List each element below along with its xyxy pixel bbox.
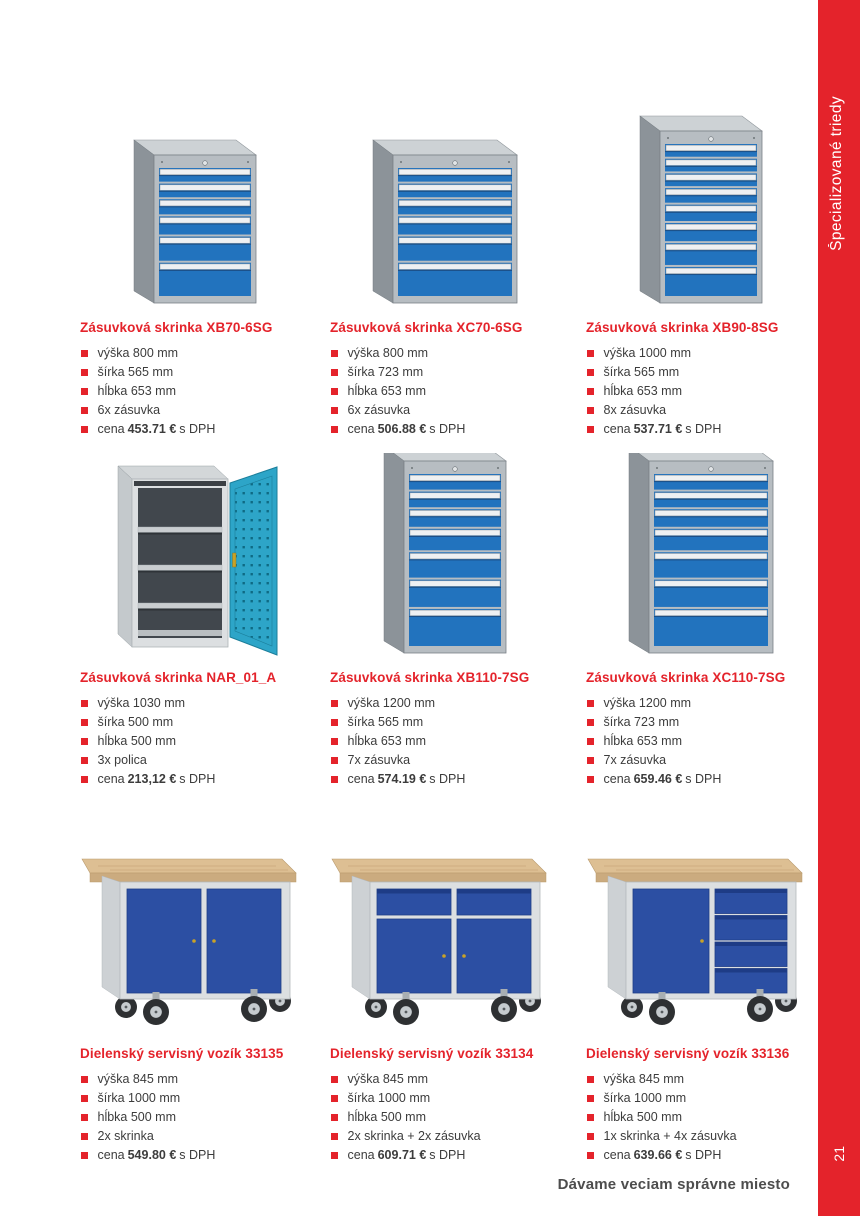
price-label: cena: [603, 1148, 631, 1162]
spec-item: [330, 694, 560, 713]
bullet-square-icon: [587, 350, 594, 357]
bullet-square-icon: [331, 388, 338, 395]
spec-item: [330, 751, 560, 770]
spec-text: hĺbka 653 mm: [603, 734, 683, 748]
spec-text: hĺbka 500 mm: [347, 1110, 427, 1124]
bullet-square-icon: [331, 1133, 338, 1140]
price-text: [604, 420, 722, 439]
spec-text: výška 1200 mm: [347, 696, 436, 710]
product-specs: [80, 694, 310, 789]
bullet-square-icon: [331, 350, 338, 357]
spec-item: [80, 401, 310, 420]
bullet-square-icon: [331, 719, 338, 726]
spec-text: šírka 723 mm: [603, 715, 680, 729]
price-text: [604, 770, 722, 789]
spec-item-price: [586, 770, 816, 789]
bullet-square-icon: [331, 1095, 338, 1102]
price-suffix: s DPH: [429, 1148, 466, 1162]
spec-text: výška 1200 mm: [603, 696, 692, 710]
spec-item: [330, 713, 560, 732]
product-specs: [330, 344, 560, 439]
price-text: [348, 770, 466, 789]
bullet-square-icon: [81, 700, 88, 707]
product-card: [330, 453, 560, 789]
spec-text: hĺbka 653 mm: [97, 384, 177, 398]
price-label: cena: [603, 772, 631, 786]
bullet-square-icon: [81, 1152, 88, 1159]
spec-text: výška 800 mm: [97, 346, 179, 360]
product-specs: [586, 344, 816, 439]
spec-item-price: [330, 420, 560, 439]
bullet-square-icon: [331, 369, 338, 376]
product-specs: [586, 694, 816, 789]
bullet-square-icon: [331, 407, 338, 414]
spec-text: 6x zásuvka: [97, 403, 161, 417]
spec-text: výška 1030 mm: [97, 696, 186, 710]
price-suffix: s DPH: [179, 422, 216, 436]
spec-item: [586, 1108, 816, 1127]
price-text: [604, 1146, 722, 1165]
product-card: [80, 829, 310, 1165]
product-image: [80, 453, 310, 658]
spec-item: [330, 382, 560, 401]
spec-text: 2x skrinka + 2x zásuvka: [347, 1129, 481, 1143]
price-text: [348, 420, 466, 439]
spec-item: [80, 694, 310, 713]
product-card: [80, 103, 310, 439]
spec-item: [330, 732, 560, 751]
product-title: Zásuvková skrinka NAR_01_A: [80, 670, 277, 685]
spec-item: [330, 401, 560, 420]
spec-item: [586, 694, 816, 713]
bullet-square-icon: [81, 757, 88, 764]
spec-item-price: [586, 420, 816, 439]
spec-item: [80, 1070, 310, 1089]
product-image: [330, 829, 560, 1034]
product-title: Zásuvková skrinka XB90-8SG: [586, 320, 779, 335]
bullet-square-icon: [81, 1114, 88, 1121]
price-label: cena: [97, 422, 125, 436]
product-image: [80, 103, 310, 308]
price-value: 213,12 €: [127, 772, 177, 786]
price-value: 537.71 €: [633, 422, 683, 436]
page-number: 21: [831, 1146, 847, 1162]
bullet-square-icon: [81, 1095, 88, 1102]
bullet-square-icon: [587, 719, 594, 726]
product-specs: [80, 344, 310, 439]
spec-item: [80, 732, 310, 751]
spec-item: [330, 363, 560, 382]
price-suffix: s DPH: [179, 1148, 216, 1162]
bullet-square-icon: [81, 350, 88, 357]
category-sideband: [818, 0, 860, 1216]
spec-item: [586, 344, 816, 363]
bullet-square-icon: [81, 369, 88, 376]
bullet-square-icon: [331, 757, 338, 764]
bullet-square-icon: [331, 1076, 338, 1083]
spec-item: [330, 344, 560, 363]
price-suffix: s DPH: [685, 422, 722, 436]
price-suffix: s DPH: [685, 772, 722, 786]
bullet-square-icon: [81, 738, 88, 745]
spec-text: hĺbka 500 mm: [603, 1110, 683, 1124]
price-suffix: s DPH: [429, 772, 466, 786]
spec-text: 8x zásuvka: [603, 403, 667, 417]
price-label: cena: [97, 772, 125, 786]
spec-item: [80, 344, 310, 363]
spec-item: [330, 1127, 560, 1146]
bullet-square-icon: [587, 407, 594, 414]
spec-item-price: [80, 420, 310, 439]
product-title: Zásuvková skrinka XB110-7SG: [330, 670, 530, 685]
price-value: 549.80 €: [127, 1148, 177, 1162]
bullet-square-icon: [331, 1114, 338, 1121]
product-title: Dielenský servisný vozík 33134: [330, 1046, 534, 1061]
bullet-square-icon: [331, 738, 338, 745]
spec-text: 2x skrinka: [97, 1129, 154, 1143]
price-text: [98, 1146, 216, 1165]
category-label: Špecializované triedy: [828, 96, 845, 251]
spec-text: šírka 1000 mm: [603, 1091, 687, 1105]
spec-item: [330, 1089, 560, 1108]
spec-item: [586, 382, 816, 401]
product-title: Zásuvková skrinka XC70-6SG: [330, 320, 523, 335]
product-card: [330, 829, 560, 1165]
product-title: Zásuvková skrinka XC110-7SG: [586, 670, 786, 685]
product-specs: [586, 1070, 816, 1165]
spec-text: výška 845 mm: [347, 1072, 429, 1086]
product-image: [330, 103, 560, 308]
bullet-square-icon: [81, 426, 88, 433]
price-value: 639.66 €: [633, 1148, 683, 1162]
product-image: [80, 829, 310, 1034]
spec-item: [586, 713, 816, 732]
spec-item-price: [330, 1146, 560, 1165]
price-label: cena: [603, 422, 631, 436]
bullet-square-icon: [587, 757, 594, 764]
price-value: 453.71 €: [127, 422, 177, 436]
spec-item: [80, 1108, 310, 1127]
product-card: [586, 829, 816, 1165]
spec-text: 3x polica: [97, 753, 147, 767]
spec-text: hĺbka 500 mm: [97, 1110, 177, 1124]
price-value: 659.46 €: [633, 772, 683, 786]
spec-text: výška 1000 mm: [603, 346, 692, 360]
product-image: [586, 103, 816, 308]
bullet-square-icon: [587, 776, 594, 783]
price-label: cena: [97, 1148, 125, 1162]
product-specs: [330, 694, 560, 789]
spec-item: [80, 713, 310, 732]
bullet-square-icon: [587, 1114, 594, 1121]
price-text: [98, 770, 216, 789]
spec-item-price: [80, 770, 310, 789]
product-specs: [80, 1070, 310, 1165]
bullet-square-icon: [81, 388, 88, 395]
spec-text: šírka 565 mm: [97, 365, 174, 379]
spec-text: šírka 565 mm: [603, 365, 680, 379]
spec-item: [586, 732, 816, 751]
bullet-square-icon: [331, 700, 338, 707]
bullet-square-icon: [331, 1152, 338, 1159]
bullet-square-icon: [587, 1152, 594, 1159]
spec-text: hĺbka 500 mm: [97, 734, 177, 748]
product-card: [80, 453, 310, 789]
bullet-square-icon: [331, 426, 338, 433]
spec-item: [330, 1108, 560, 1127]
product-title: Zásuvková skrinka XB70-6SG: [80, 320, 273, 335]
bullet-square-icon: [587, 426, 594, 433]
spec-item: [586, 363, 816, 382]
spec-text: 6x zásuvka: [347, 403, 411, 417]
price-value: 506.88 €: [377, 422, 427, 436]
bullet-square-icon: [587, 700, 594, 707]
spec-item: [80, 363, 310, 382]
price-label: cena: [347, 772, 375, 786]
product-card: [586, 453, 816, 789]
bullet-square-icon: [81, 719, 88, 726]
product-image: [586, 453, 816, 658]
bullet-square-icon: [331, 776, 338, 783]
spec-text: šírka 723 mm: [347, 365, 424, 379]
product-image: [586, 829, 816, 1034]
price-value: 609.71 €: [377, 1148, 427, 1162]
spec-item: [80, 1089, 310, 1108]
spec-text: 7x zásuvka: [603, 753, 667, 767]
spec-text: výška 845 mm: [97, 1072, 179, 1086]
bullet-square-icon: [587, 1133, 594, 1140]
product-card: [586, 103, 816, 439]
spec-item-price: [80, 1146, 310, 1165]
spec-text: výška 845 mm: [603, 1072, 685, 1086]
spec-item: [80, 382, 310, 401]
spec-text: šírka 1000 mm: [97, 1091, 181, 1105]
spec-item: [80, 751, 310, 770]
product-image: [330, 453, 560, 658]
price-suffix: s DPH: [429, 422, 466, 436]
product-title: Dielenský servisný vozík 33135: [80, 1046, 284, 1061]
spec-text: šírka 1000 mm: [347, 1091, 431, 1105]
product-title: Dielenský servisný vozík 33136: [586, 1046, 790, 1061]
spec-item: [586, 751, 816, 770]
bullet-square-icon: [81, 1076, 88, 1083]
spec-text: 1x skrinka + 4x zásuvka: [603, 1129, 737, 1143]
bullet-square-icon: [587, 388, 594, 395]
product-specs: [330, 1070, 560, 1165]
price-value: 574.19 €: [377, 772, 427, 786]
spec-item: [586, 1089, 816, 1108]
bullet-square-icon: [81, 776, 88, 783]
spec-item: [586, 1127, 816, 1146]
bullet-square-icon: [587, 369, 594, 376]
bullet-square-icon: [81, 1133, 88, 1140]
bullet-square-icon: [81, 407, 88, 414]
spec-text: 7x zásuvka: [347, 753, 411, 767]
spec-item-price: [586, 1146, 816, 1165]
footer-tagline: Dávame veciam správne miesto: [557, 1176, 790, 1193]
spec-item: [330, 1070, 560, 1089]
spec-item: [80, 1127, 310, 1146]
bullet-square-icon: [587, 738, 594, 745]
spec-text: šírka 565 mm: [347, 715, 424, 729]
spec-text: šírka 500 mm: [97, 715, 174, 729]
price-text: [98, 420, 216, 439]
spec-text: výška 800 mm: [347, 346, 429, 360]
price-suffix: s DPH: [685, 1148, 722, 1162]
spec-text: hĺbka 653 mm: [347, 384, 427, 398]
spec-text: hĺbka 653 mm: [347, 734, 427, 748]
price-label: cena: [347, 422, 375, 436]
bullet-square-icon: [587, 1076, 594, 1083]
product-card: [330, 103, 560, 439]
price-suffix: s DPH: [179, 772, 216, 786]
spec-item-price: [330, 770, 560, 789]
bullet-square-icon: [587, 1095, 594, 1102]
spec-text: hĺbka 653 mm: [603, 384, 683, 398]
price-label: cena: [347, 1148, 375, 1162]
price-text: [348, 1146, 466, 1165]
spec-item: [586, 401, 816, 420]
spec-item: [586, 1070, 816, 1089]
